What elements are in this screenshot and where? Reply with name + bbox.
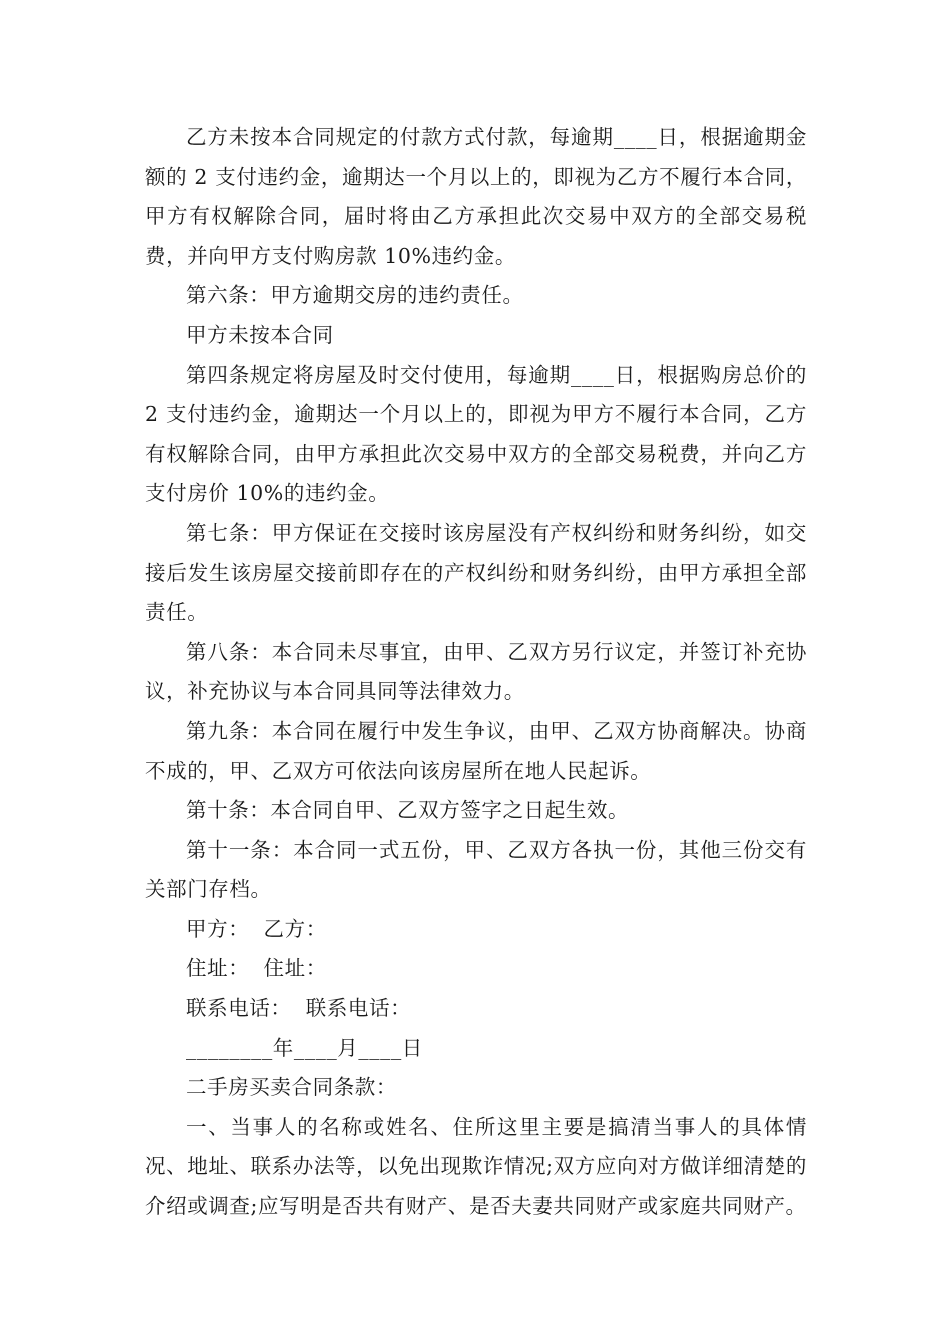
signature-parties-line: 甲方： 乙方： bbox=[186, 916, 327, 941]
paragraph-late-payment: 乙方未按本合同规定的付款方式付款，每逾期____日，根据逾期金额的 2 支付违约金，逾期达一个月以上的，即视为乙方不履行本合同，甲方有权解除合同，届时将由乙方承担此次交易中双方的全部交易税费，并向甲方支付购房款 10%违约金。 bbox=[145, 125, 807, 268]
paragraph-article-4-delivery: 第四条规定将房屋及时交付使用，每逾期____日，根据购房总价的 2 支付违约金，逾期达一个月以上的，即视为甲方不履行本合同，乙方有权解除合同，由甲方承担此次交易中双方的全部交易税费，并向乙方支付房价 10%的违约金。 bbox=[145, 362, 815, 506]
paragraph-article-9: 第九条：本合同在履行中发生争议，由甲、乙双方协商解决。协商不成的，甲、乙双方可依法向该房屋所在地人民起诉。 bbox=[145, 718, 807, 783]
signature-date-line: ________年____月____日 bbox=[186, 1035, 423, 1060]
paragraph-party-a-clause: 甲方未按本合同 bbox=[186, 322, 334, 347]
signature-phone-line: 联系电话： 联系电话： bbox=[186, 996, 412, 1021]
document-body bbox=[145, 118, 815, 1227]
paragraph-article-7: 第七条：甲方保证在交接时该房屋没有产权纠纷和财务纠纷，如交接后发生该房屋交接前即存在的产权纠纷和财务纠纷，由甲方承担全部责任。 bbox=[145, 520, 807, 625]
paragraph-article-11: 第十一条：本合同一式五份，甲、乙双方各执一份，其他三份交有关部门存档。 bbox=[145, 837, 807, 902]
paragraph-article-10: 第十条：本合同自甲、乙双方签字之日起生效。 bbox=[186, 798, 630, 823]
signature-address-line: 住址： 住址： bbox=[186, 956, 327, 981]
paragraph-article-6-title: 第六条：甲方逾期交房的违约责任。 bbox=[186, 283, 524, 308]
paragraph-article-8: 第八条：本合同未尽事宜，由甲、乙双方另行议定，并签订补充协议，补充协议与本合同具同等法律效力。 bbox=[145, 639, 807, 704]
paragraph-term-1-parties: 一、当事人的名称或姓名、住所这里主要是搞清当事人的具体情况、地址、联系办法等，以免出现欺诈情况;双方应向对方做详细清楚的介绍或调查;应写明是否共有财产、是否夫妻共同财产或家庭共同财产。 bbox=[145, 1114, 807, 1219]
section-heading-contract-terms: 二手房买卖合同条款： bbox=[186, 1075, 397, 1100]
